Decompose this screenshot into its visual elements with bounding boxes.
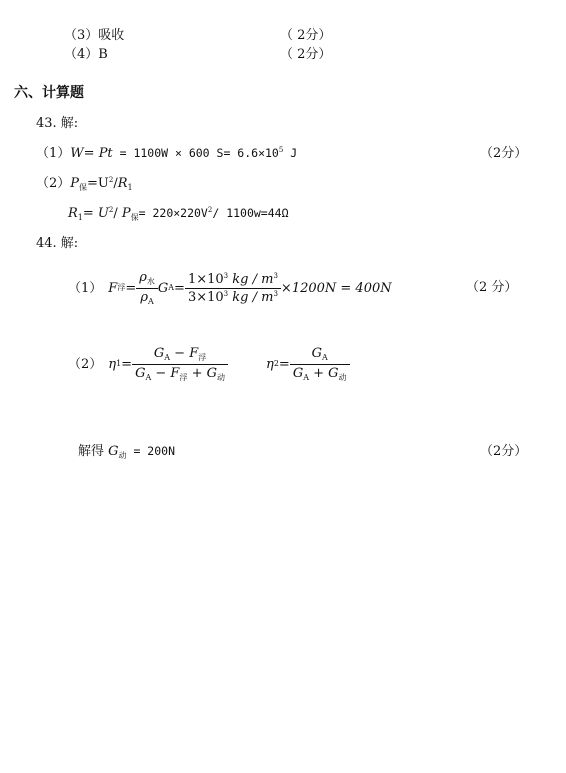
subscript: 保 [130,213,139,222]
var-F: F [189,345,199,361]
numerator-unit: kg / m [228,271,274,287]
q44-part1 [68,266,392,310]
subscript: 动 [338,372,347,382]
exponent: 3 [223,271,229,280]
var-Pt: Pt [98,146,113,161]
subscript: 浮 [179,372,188,382]
slash: / [113,206,122,221]
exponent: 2 [108,206,114,214]
subscript: A [147,296,154,306]
unit: J [283,146,298,160]
var-G: G [328,365,339,381]
exponent: 3 [273,271,278,280]
item-answer: B [98,47,108,62]
var-F: F [108,280,118,296]
answer-3 [64,29,124,42]
subscript: A [321,352,328,362]
exponent: 3 [223,289,229,298]
section-title: 六、计算题 [14,85,84,101]
q43-part1 [36,147,297,160]
equals: = [121,356,133,372]
subscript: 1 [127,183,133,192]
exponent: 5 [278,146,284,154]
equals: = [278,356,290,372]
eta: η [108,356,117,372]
q43-label: 43. 解: [36,116,79,131]
var-F: F [170,365,180,381]
var-P: P [70,176,80,191]
q43-part2 [36,177,133,192]
var-G: G [292,365,304,381]
rho: ρ [140,289,148,305]
q44-part1-score: （2 分） [466,280,518,295]
equals: = [174,280,185,296]
denominator-value: 3×10 [187,289,224,305]
calc-text: = 1100W × 600 S= 6.6×10 [112,146,279,160]
var-G: G [157,280,169,296]
var-R: R [117,176,128,191]
subscript: 水 [146,276,155,286]
equals: = [83,146,99,161]
calc-text: = 220×220V [138,206,208,220]
part-number: （2） [68,356,103,372]
item-number: （3） [64,28,99,43]
subscript: 动 [118,451,127,460]
q44-part2 [68,342,350,386]
plus: + [308,365,329,381]
plus: + [187,365,207,381]
subscript: A [145,372,152,382]
minus: − [151,365,171,381]
q44-label: 44. 解: [36,236,79,251]
subscript: 1 [116,359,122,368]
slash: / [113,176,118,191]
score-4: （ 2分） [280,47,332,62]
var-G: G [206,365,218,381]
efficiency-1-fraction [132,347,228,382]
numerator-value: 1×10 [187,271,224,287]
q43-part1-score: （2分） [480,146,528,161]
result: = 200N [126,444,175,458]
var-P: P [121,206,131,221]
rho: ρ [139,269,147,285]
q43-part3 [68,207,289,222]
denominator-unit: kg / m [228,289,274,305]
equals: = [82,206,98,221]
var-W: W [70,146,84,161]
subscript: 动 [217,372,226,382]
subscript: 2 [273,359,279,368]
minus: − [170,345,190,361]
result: ×1200N = 400N [280,280,392,296]
item-number: （4） [64,47,99,62]
eta: η [266,356,274,372]
answer-4 [64,48,108,61]
equals: = [125,280,137,296]
q44-part3 [78,445,175,460]
var-G: G [311,345,322,361]
calc-result: / 1100w=44Ω [212,206,289,220]
value-ratio [185,273,281,304]
subscript: 浮 [198,352,207,362]
part-number: （2） [36,176,71,191]
score-3: （ 2分） [280,28,332,43]
subscript: A [168,283,175,292]
var-U: U [97,206,109,221]
subscript: A [303,372,309,382]
exponent: 2 [207,206,213,214]
var-R: R [68,206,78,221]
item-answer: 吸收 [98,28,125,43]
var-G: G [153,345,165,361]
var-G: G [108,444,119,459]
part-number: （1） [68,280,103,296]
exponent: 2 [108,176,114,184]
var-G: G [135,365,146,381]
equals-U: =U [87,176,109,191]
density-ratio [136,271,158,306]
subscript: 1 [77,213,83,222]
solve-text: 解得 [78,444,109,459]
efficiency-2-fraction [290,347,350,382]
q44-part3-score: （2分） [480,444,528,459]
subscript: A [164,352,171,362]
subscript: 保 [79,183,88,192]
subscript: 浮 [117,283,126,292]
exponent: 3 [273,289,278,298]
part-number: （1） [36,146,71,161]
